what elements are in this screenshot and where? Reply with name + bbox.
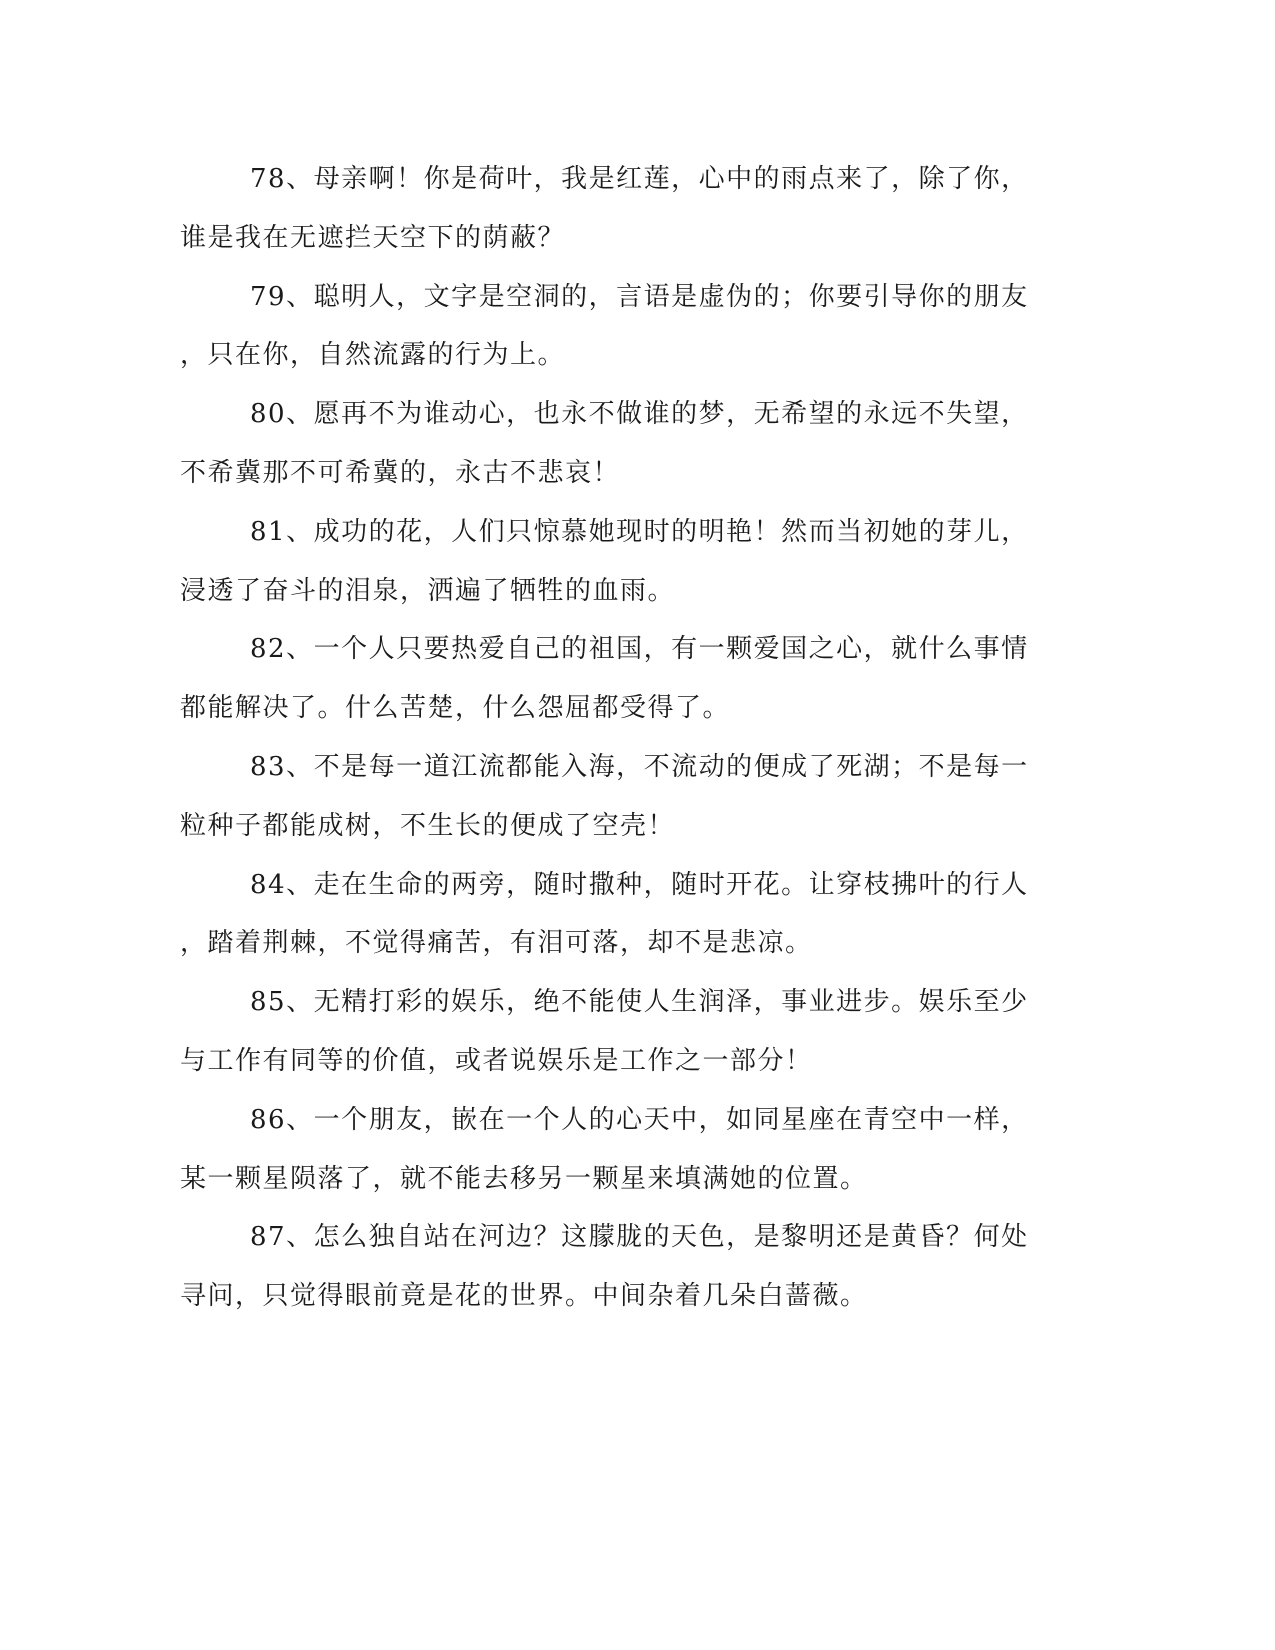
paragraph-line: 浸透了奋斗的泪泉，洒遍了牺牲的血雨。 <box>180 575 676 606</box>
paragraph-line: 86、一个朋友，嵌在一个人的心天中，如同星座在青空中一样， <box>250 1104 1029 1135</box>
paragraph-line: ，踏着荆棘，不觉得痛苦，有泪可落，却不是悲凉。 <box>180 928 813 959</box>
paragraph-line: 84、走在生命的两旁，随时撒种，随时开花。让穿枝拂叶的行人 <box>250 869 1029 900</box>
paragraph-line: 79、聪明人，文字是空洞的，言语是虚伪的；你要引导你的朋友 <box>250 281 1029 312</box>
paragraph-80 <box>180 385 1030 503</box>
paragraph-line: 都能解决了。什么苦楚，什么怨屈都受得了。 <box>180 693 731 724</box>
paragraph-81 <box>180 503 1030 621</box>
paragraph-line: 谁是我在无遮拦天空下的荫蔽？ <box>180 222 566 253</box>
paragraph-86 <box>180 1091 1030 1209</box>
paragraph-85 <box>180 973 1030 1091</box>
paragraph-83 <box>180 738 1030 856</box>
paragraph-line: 87、怎么独自站在河边？这朦胧的天色，是黎明还是黄昏？何处 <box>250 1222 1029 1253</box>
paragraph-line: 83、不是每一道江流都能入海，不流动的便成了死湖；不是每一 <box>250 751 1029 782</box>
paragraph-79 <box>180 268 1030 386</box>
paragraph-line: 85、无精打彩的娱乐，绝不能使人生润泽，事业进步。娱乐至少 <box>250 987 1029 1018</box>
paragraph-line: 不希冀那不可希冀的，永古不悲哀！ <box>180 457 621 488</box>
paragraph-78 <box>180 150 1030 268</box>
document-body <box>180 150 1030 1326</box>
paragraph-line: 80、愿再不为谁动心，也永不做谁的梦，无希望的永远不失望， <box>250 399 1029 430</box>
paragraph-line: 78、母亲啊！你是荷叶，我是红莲，心中的雨点来了，除了你， <box>250 164 1029 194</box>
paragraph-87 <box>180 1208 1030 1326</box>
paragraph-line: 82、一个人只要热爱自己的祖国，有一颗爱国之心，就什么事情 <box>250 634 1029 665</box>
paragraph-82 <box>180 620 1030 738</box>
paragraph-line: ，只在你，自然流露的行为上。 <box>180 340 566 371</box>
paragraph-line: 与工作有同等的价值，或者说娱乐是工作之一部分！ <box>180 1045 813 1076</box>
paragraph-line: 粒种子都能成树，不生长的便成了空壳！ <box>180 810 676 841</box>
paragraph-line: 寻问，只觉得眼前竟是花的世界。中间杂着几朵白蔷薇。 <box>180 1281 868 1312</box>
paragraph-line: 81、成功的花，人们只惊慕她现时的明艳！然而当初她的芽儿， <box>250 516 1029 547</box>
paragraph-line: 某一颗星陨落了，就不能去移另一颗星来填满她的位置。 <box>180 1163 868 1194</box>
paragraph-84 <box>180 856 1030 974</box>
